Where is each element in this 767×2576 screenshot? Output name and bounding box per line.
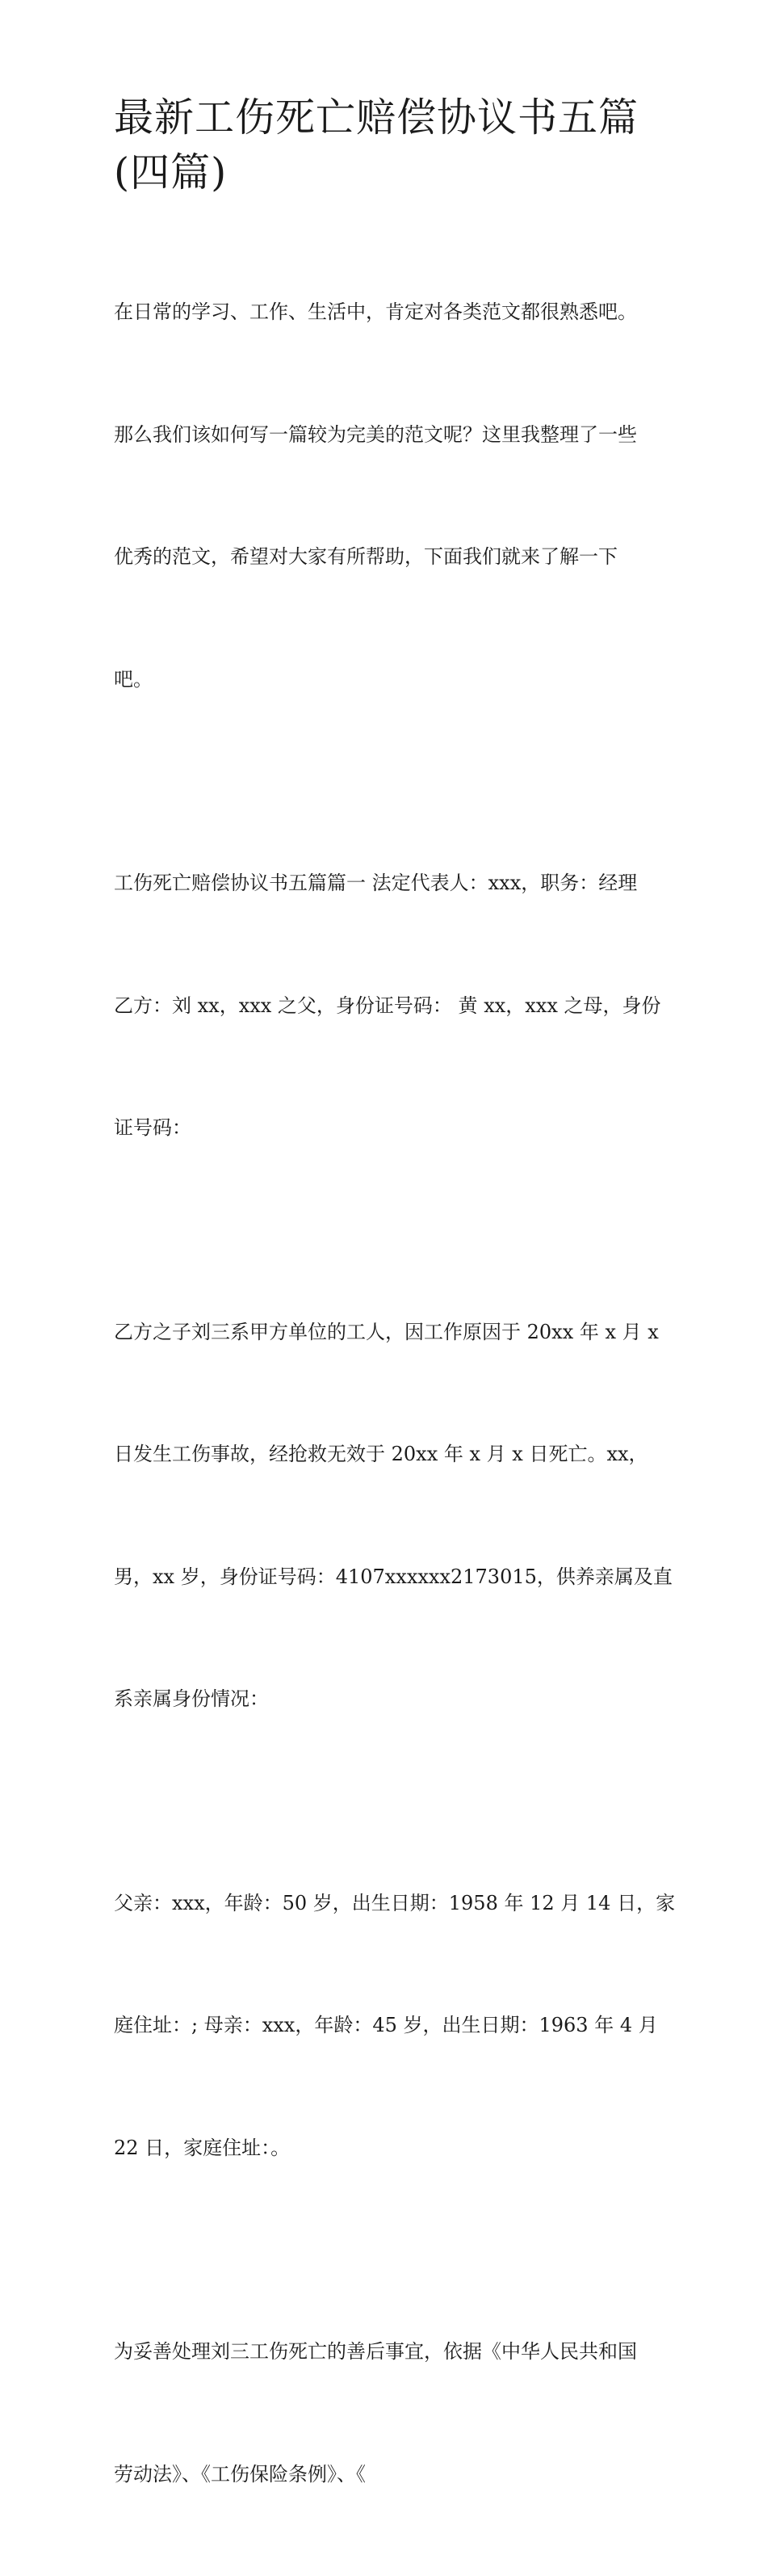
document-page [114, 90, 676, 2576]
text-line: 父亲：xxx，年龄：50 岁，出生日期：1958 年 12 月 14 日，家 [114, 1891, 676, 1914]
text-line: 证号码： [114, 1116, 191, 1139]
text-line: 庭住址：; 母亲：xxx，年龄：45 岁，出生日期：1963 年 4 月 [114, 2014, 658, 2036]
intro-paragraph [114, 210, 656, 781]
parties-paragraph [114, 781, 661, 1230]
text-line: 劳动法》、《工伤保险条例》、《 [114, 2462, 366, 2486]
relatives-paragraph [114, 1801, 676, 2250]
text-line: 系亲属身份情况： [114, 1687, 269, 1710]
document-title [114, 90, 656, 200]
text-line: 在日常的学习、工作、生活中，肯定对各类范文都很熟悉吧。 [114, 300, 637, 323]
text-line: 乙方之子刘三系甲方单位的工人，因工作原因于 20xx 年 x 月 x [114, 1320, 659, 1343]
text-line: 那么我们该如何写一篇较为完美的范文呢？这里我整理了一些 [114, 422, 637, 446]
text-line: 男，xx 岁，身份证号码：4107xxxxxx2173015，供养亲属及直 [114, 1565, 673, 1588]
title-line: 最新工伤死亡赔偿协议书五篇 [114, 95, 639, 141]
text-line: 乙方：刘 xx，xxx 之父，身份证号码： 黄 xx，xxx 之母，身份 [114, 994, 661, 1017]
text-line: 优秀的范文，希望对大家有所帮助，下面我们就来了解一下 [114, 545, 618, 568]
text-line: 日发生工伤事故，经抢救无效于 20xx 年 x 月 x 日死亡。xx， [114, 1443, 648, 1465]
title-line: (四篇) [114, 149, 228, 195]
incident-paragraph [114, 1230, 673, 1801]
text-line: 22 日，家庭住址：。 [114, 2136, 291, 2159]
text-line: 工伤死亡赔偿协议书五篇篇一 法定代表人：xxx，职务：经理 [114, 872, 638, 894]
text-line: 吧。 [114, 667, 153, 691]
legal-basis-paragraph [114, 2250, 656, 2576]
text-line: 为妥善处理刘三工伤死亡的善后事宜，依据《中华人民共和国 [114, 2340, 637, 2363]
